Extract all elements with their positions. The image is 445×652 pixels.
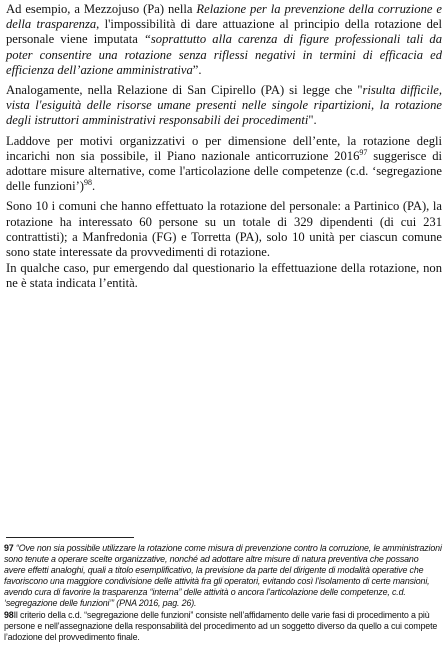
footnote-number: 97	[4, 543, 14, 553]
footnote-ref-97[interactable]: 97	[359, 147, 368, 157]
paragraph-qualche-caso: In qualche caso, pur emergendo dal questionario la effettuazione della rotazione, non ne è stata indicata l’entità.	[6, 261, 442, 291]
paragraph-misure-alternative: Laddove per motivi organizzativi o per dimensione dell’ente, la rotazione degli incarichi non sia possibile, il Piano nazionale anticorruzione 2016$^{97}$ suggerisce di adottare misure alternative, come l'articolazione delle competenze (c.d. ‘segregazione delle funzioni’)$^{98}$.	[6, 133, 442, 194]
paragraph-mezzojuso: Ad esempio, a Mezzojuso (Pa) nella Relazione per la prevenzione della corruzione e della trasparenza, l'impossibilità di dare attuazione al principio della rotazione del personale viene imputata “soprattutto alla carenza di figure professionali tali da poter consentire una rotazione senza riflessi negativi in termini di efficacia ed efficienza dell’azione amministrativa”.	[6, 2, 442, 77]
footnote-number: 98	[4, 609, 14, 620]
paragraph-comuni-rotazione: Sono 10 i comuni che hanno effettuato la rotazione del personale: a Partinico (PA), la rotazione ha interessato 60 persone su un totale di 329 dipendenti (di cui 231 contrattisti); a Manfredonia (FG) e Torretta (PA), solo 10 unità per ciascun comune sono state interessate da provvedimenti di rotazione.	[6, 199, 442, 260]
footnote-97: 97 “Ove non sia possibile utilizzare la rotazione come misura di prevenzione contro la corruzione, le amministrazioni sono tenute a operare scelte organizzative, nonché ad adottare altre misure di natura preventiva che possano avere effetti analoghi, quali a titolo esemplificativo, la previsione da parte del dirigente di modalità operative che favoriscono una maggiore condivisione delle attività fra gli operatori, evitando così l’isolamento di certe mansioni, avendo cura di favorire la trasparenza “interna” delle attività o ancora l’articolazione delle competenze, c.d. ‘segregazione delle funzioni’” (PNA 2016, pag. 26).	[4, 543, 442, 609]
footnotes	[4, 543, 442, 643]
footnote-ref-98[interactable]: 98	[83, 178, 92, 188]
paragraph-san-cipirello: Analogamente, nella Relazione di San Cipirello (PA) si legge che "risulta difficile, vista l'esiguità delle risorse umane presenti nelle singole ripartizioni, la rotazione degli istruttori amministrativi responsabili dei procedimenti".	[6, 83, 442, 128]
footnote-98: 98Il criterio della c.d. “segregazione delle funzioni” consiste nell’affidamento delle varie fasi di procedimento a più persone e nell’assegnazione della responsabilità del procedimento ad un soggetto diverso da quello a cui compete l’adozione del provvedimento finale.	[4, 609, 438, 642]
footnote-separator	[6, 537, 134, 538]
body-text	[6, 2, 442, 297]
